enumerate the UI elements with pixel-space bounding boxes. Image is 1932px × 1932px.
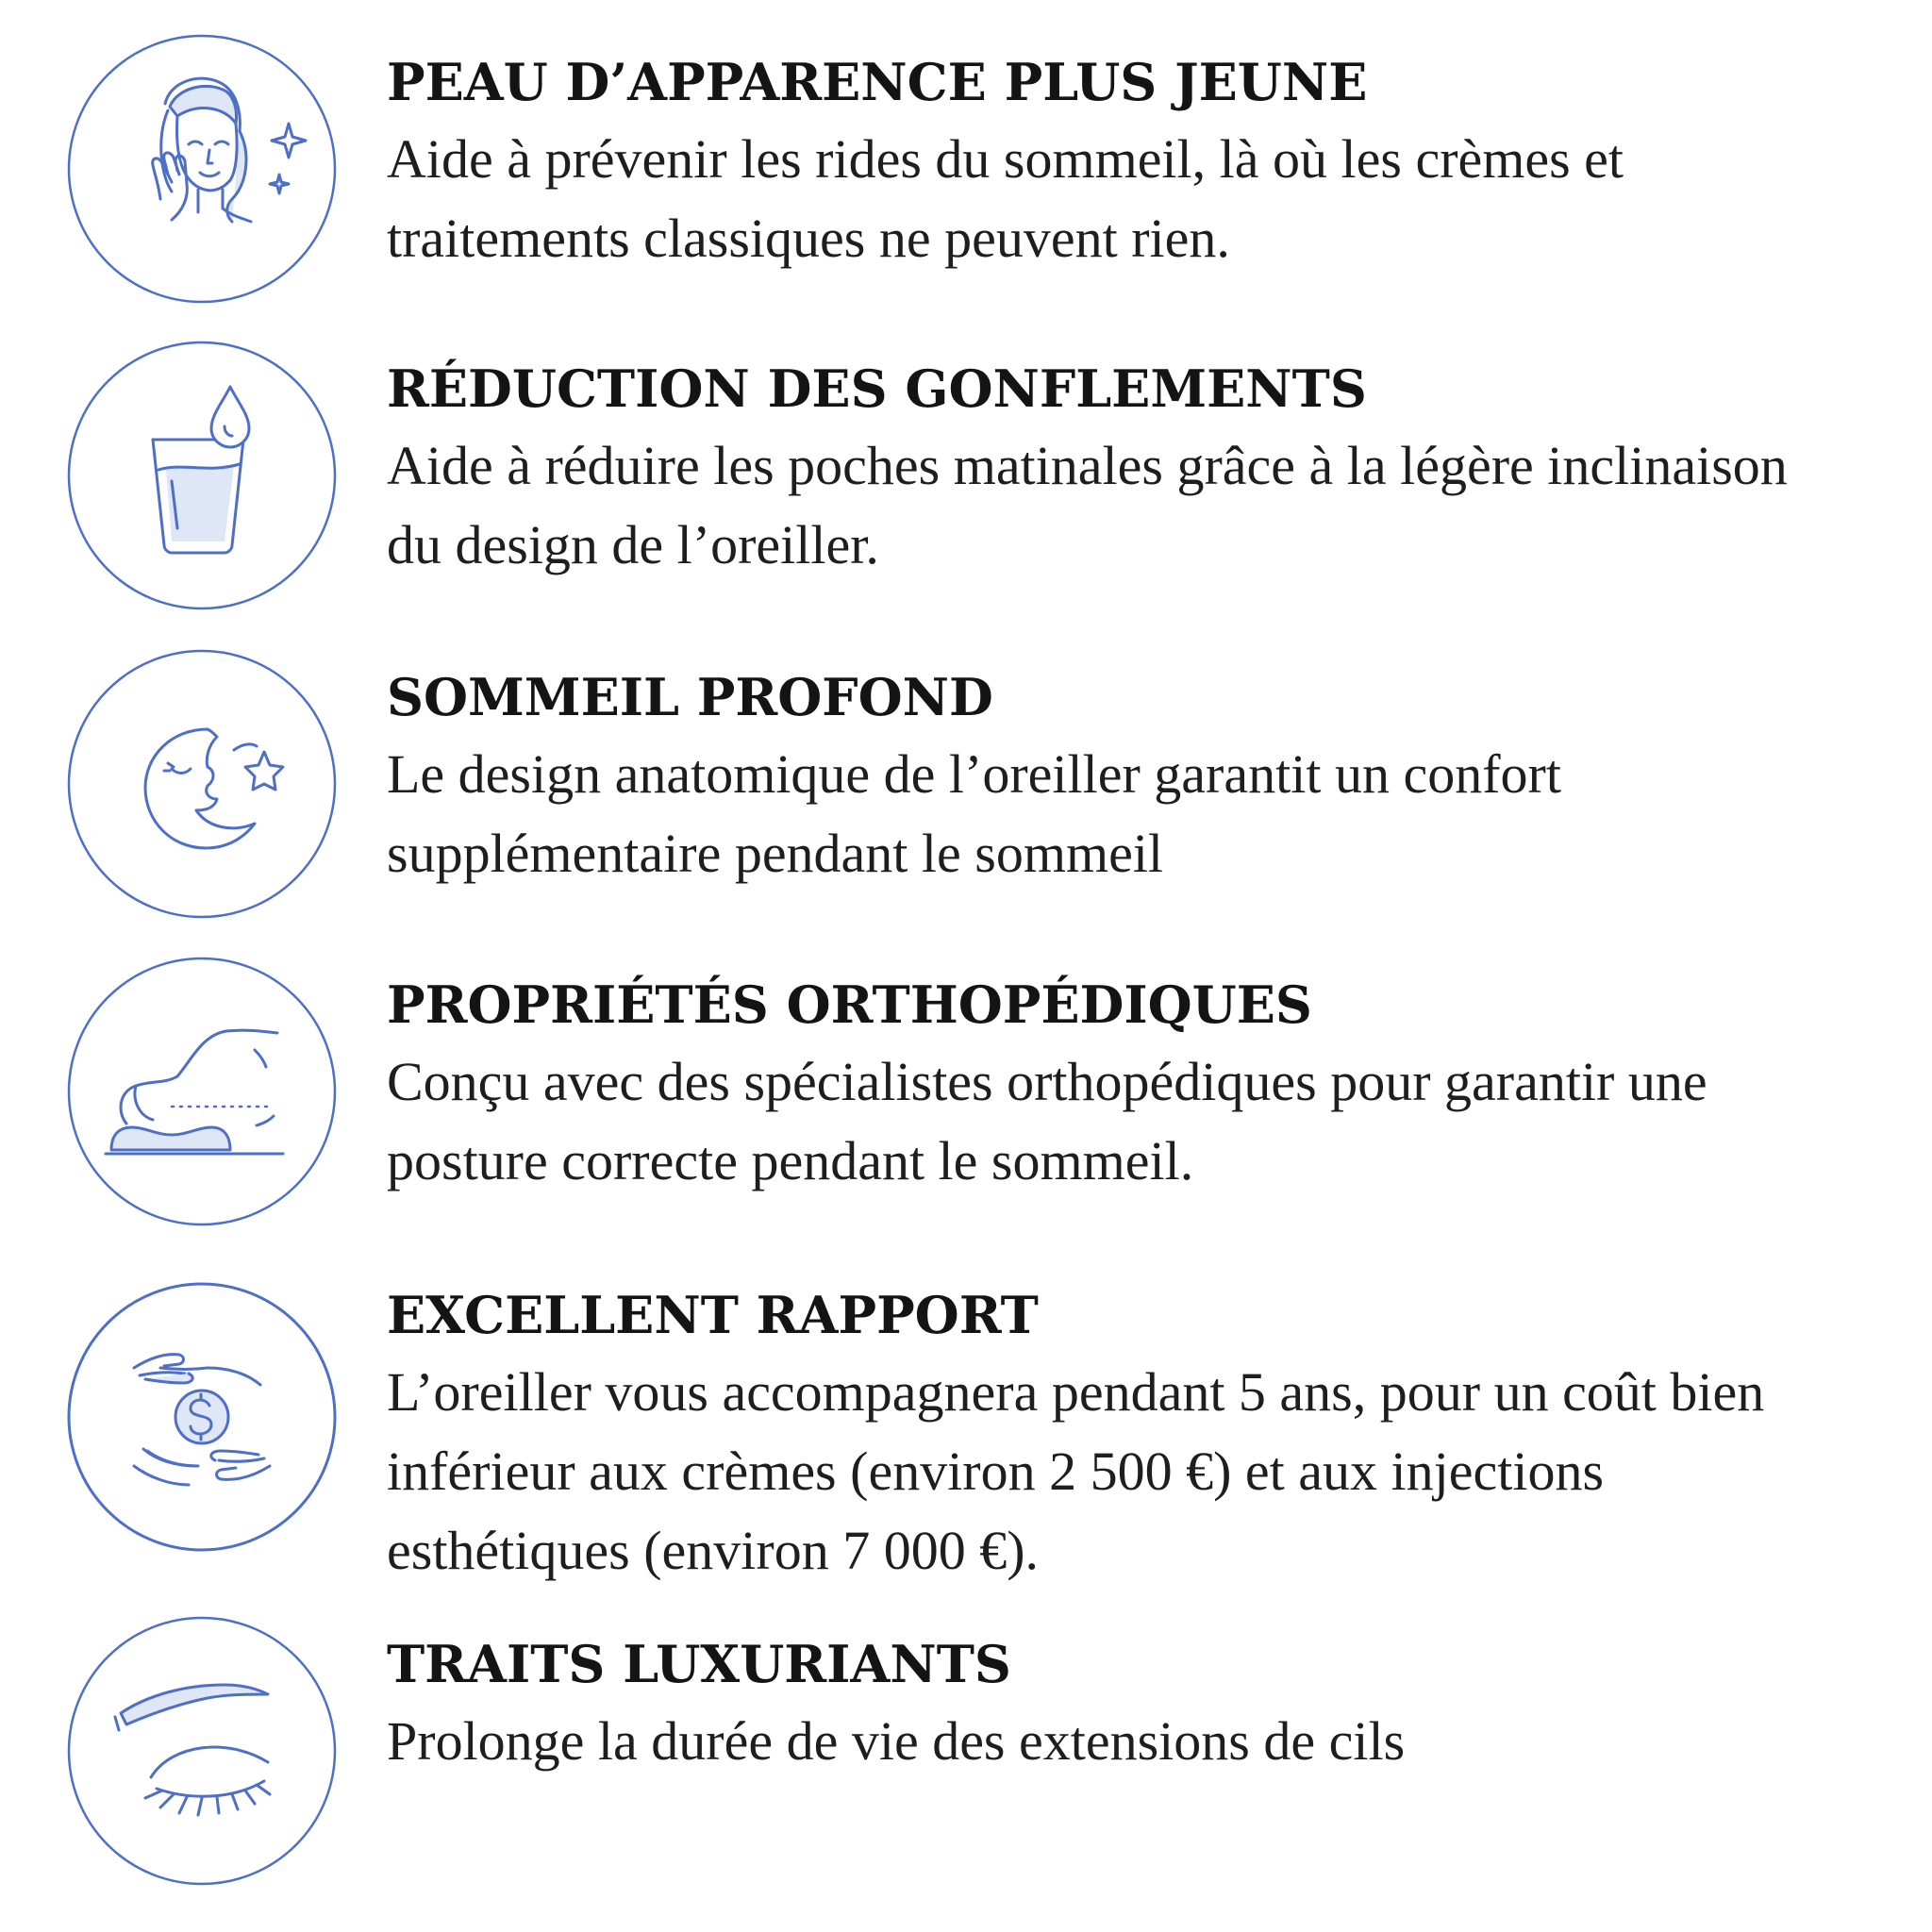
- benefit-description: [387, 426, 1924, 585]
- moon-star-icon: [66, 648, 338, 920]
- description-line: traitements classiques ne peuvent rien.: [387, 208, 1230, 269]
- benefit-title: TRAITS LUXURIANTS: [387, 1634, 1011, 1694]
- description-line: inférieur aux crèmes (environ 2 500 €) et aux injections: [387, 1441, 1605, 1502]
- benefit-title: PROPRIÉTÉS ORTHOPÉDIQUES: [387, 974, 1312, 1035]
- face-sparkles-icon: [66, 33, 338, 305]
- benefit-title: SOMMEIL PROFOND: [387, 667, 993, 727]
- description-line: supplémentaire pendant le sommeil: [387, 823, 1164, 884]
- benefit-title: RÉDUCTION DES GONFLEMENTS: [387, 358, 1367, 419]
- benefit-description: [387, 735, 1924, 893]
- description-line: L’oreiller vous accompagnera pendant 5 ans, pour un coût bien: [387, 1361, 1765, 1423]
- benefit-description: [387, 120, 1924, 278]
- hands-coin-icon: [66, 1281, 338, 1553]
- description-line: esthétiques (environ 7 000 €).: [387, 1520, 1040, 1581]
- description-line: Conçu avec des spécialistes orthopédiques pour garantir une: [387, 1051, 1707, 1112]
- water-glass-drop-icon: [66, 340, 338, 611]
- benefit-description: [387, 1042, 1924, 1201]
- benefit-title: EXCELLENT RAPPORT: [387, 1285, 1039, 1345]
- benefit-description: [387, 1353, 1924, 1591]
- description-line: posture correcte pendant le sommeil.: [387, 1130, 1194, 1191]
- description-line: Aide à prévenir les rides du sommeil, là où les crèmes et: [387, 128, 1624, 190]
- benefit-description: [387, 1702, 1924, 1781]
- description-line: du design de l’oreiller.: [387, 514, 879, 575]
- description-line: Aide à réduire les poches matinales grâce à la légère inclinaison: [387, 435, 1788, 496]
- benefit-title: PEAU D’APPARENCE PLUS JEUNE: [387, 52, 1368, 112]
- head-on-pillow-icon: [66, 956, 338, 1227]
- description-line: Le design anatomique de l’oreiller garantit un confort: [387, 743, 1561, 805]
- eye-lashes-icon: [66, 1615, 338, 1887]
- description-line: Prolonge la durée de vie des extensions de cils: [387, 1710, 1406, 1772]
